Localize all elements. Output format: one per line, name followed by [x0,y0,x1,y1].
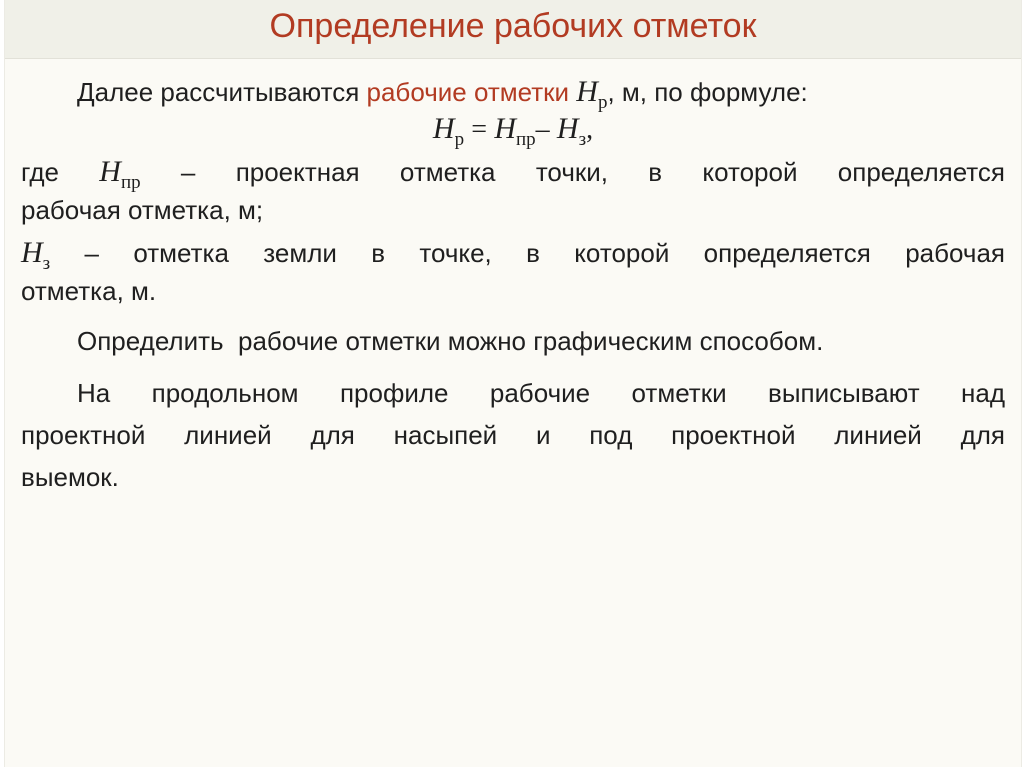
intro-before: Далее рассчитываются [77,77,367,107]
formula-equals: = [471,114,488,145]
slide [4,0,1022,767]
def2-line2: отметка, м. [21,276,157,306]
formula-end: , [586,114,594,145]
def1-rest: – проектная отметка точки, в которой определяется [180,157,1005,187]
def2-symbol-sub: з [42,253,51,274]
formula-term2-sub: з [578,129,587,150]
def2-symbol: H [21,236,43,269]
def2-rest: – отметка земли в точке, в которой определяется рабочая [84,238,1005,268]
formula-lhs-sub: р [454,129,465,150]
formula [21,110,1005,152]
para-profile-line3: выемок. [21,462,119,492]
intro-symbol-sub: р [597,92,608,113]
formula-term1: H [494,112,516,145]
def1-symbol: H [99,155,121,188]
intro-symbol: H [576,75,598,108]
def1-symbol-sub: пр [120,172,141,193]
def2-line1 [21,234,1005,276]
slide-title: Определение рабочих отметок [269,7,757,45]
intro-line [21,73,1005,115]
para-profile-line1: На продольном профиле рабочие отметки выписывают над [77,378,1005,408]
para-profile-line2: проектной линией для насыпей и под проектной линией для [21,420,1005,450]
intro-after: , м, по формуле: [607,77,808,107]
formula-minus: – [535,114,550,145]
formula-term2: H [556,112,579,145]
def1-lead: где [21,157,59,187]
formula-term1-sub: пр [516,129,536,150]
formula-lhs: H [432,112,455,145]
def1-line2: рабочая отметка, м; [21,195,264,225]
para-graphic: Определить рабочие отметки можно графическим способом. [77,326,824,356]
def1-line1 [21,153,1005,195]
title-band [5,0,1021,59]
intro-highlight: рабочие отметки [366,77,570,107]
